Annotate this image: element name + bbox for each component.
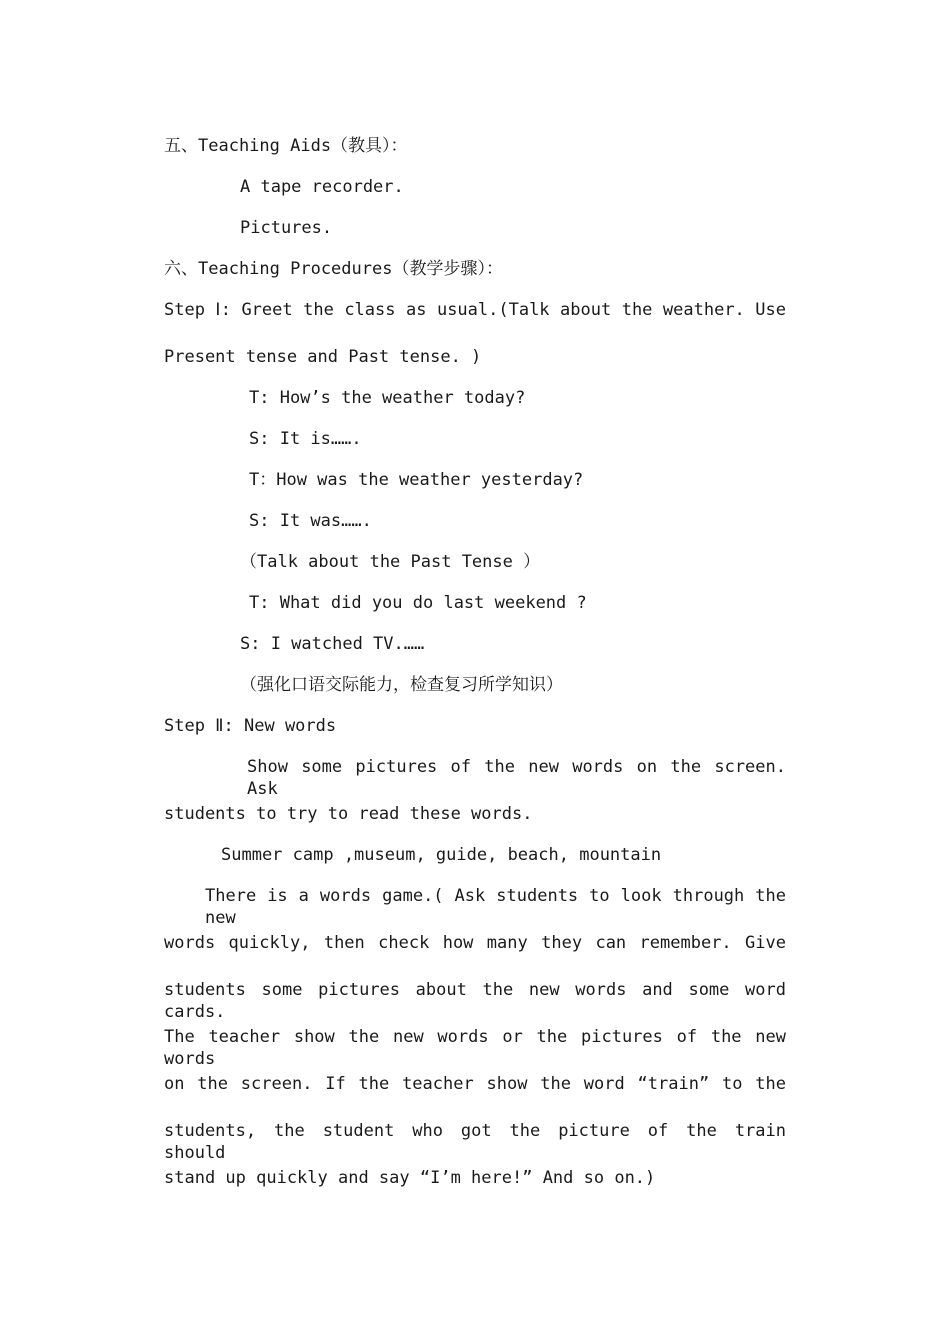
step2-para1-line1: Show some pictures of the new words on the screen. Ask <box>247 757 786 799</box>
game-line-5: on the screen. If the teacher show the word “train” to the <box>164 1074 786 1094</box>
dialog-line-2: S: It is……. <box>249 429 362 449</box>
step1-purpose-note: （强化口语交际能力，检查复习所学知识） <box>240 675 563 695</box>
dialog2-line-2: S: I watched TV.…… <box>240 634 425 654</box>
game-line-7: stand up quickly and say “I’m here!” And so on.) <box>164 1168 656 1188</box>
game-line-4: The teacher show the new words or the pictures of the new words <box>164 1027 786 1069</box>
game-line-3: students some pictures about the new words and some word cards. <box>164 980 786 1022</box>
step2-para1-line2: students to try to read these words. <box>164 804 533 824</box>
game-line-6: students, the student who got the picture of the train should <box>164 1121 786 1163</box>
new-words-list: Summer camp ,museum, guide, beach, mountain <box>221 845 662 865</box>
dialog-line-1: T: How’s the weather today? <box>249 388 526 408</box>
teaching-procedures-heading: 六、Teaching Procedures（教学步骤）： <box>164 259 503 279</box>
dialog2-line-1: T: What did you do last weekend ? <box>249 593 587 613</box>
game-line-2: words quickly, then check how many they can remember. Give <box>164 933 786 953</box>
teaching-aids-heading: 五、Teaching Aids（教具）： <box>164 136 408 156</box>
past-tense-note: （Talk about the Past Tense ） <box>240 552 541 572</box>
aids-item-pictures: Pictures. <box>240 218 333 238</box>
dialog-line-3: T：How was the weather yesterday? <box>249 470 584 490</box>
game-line-1: There is a words game.( Ask students to look through the new <box>205 886 786 928</box>
step1-line2: Present tense and Past tense. ) <box>164 347 482 367</box>
dialog-line-4: S: It was……. <box>249 511 372 531</box>
aids-item-tape-recorder: A tape recorder. <box>240 177 404 197</box>
step2-heading: Step Ⅱ: New words <box>164 716 337 736</box>
step1-line1: Step Ⅰ: Greet the class as usual.(Talk about the weather. Use <box>164 300 786 320</box>
